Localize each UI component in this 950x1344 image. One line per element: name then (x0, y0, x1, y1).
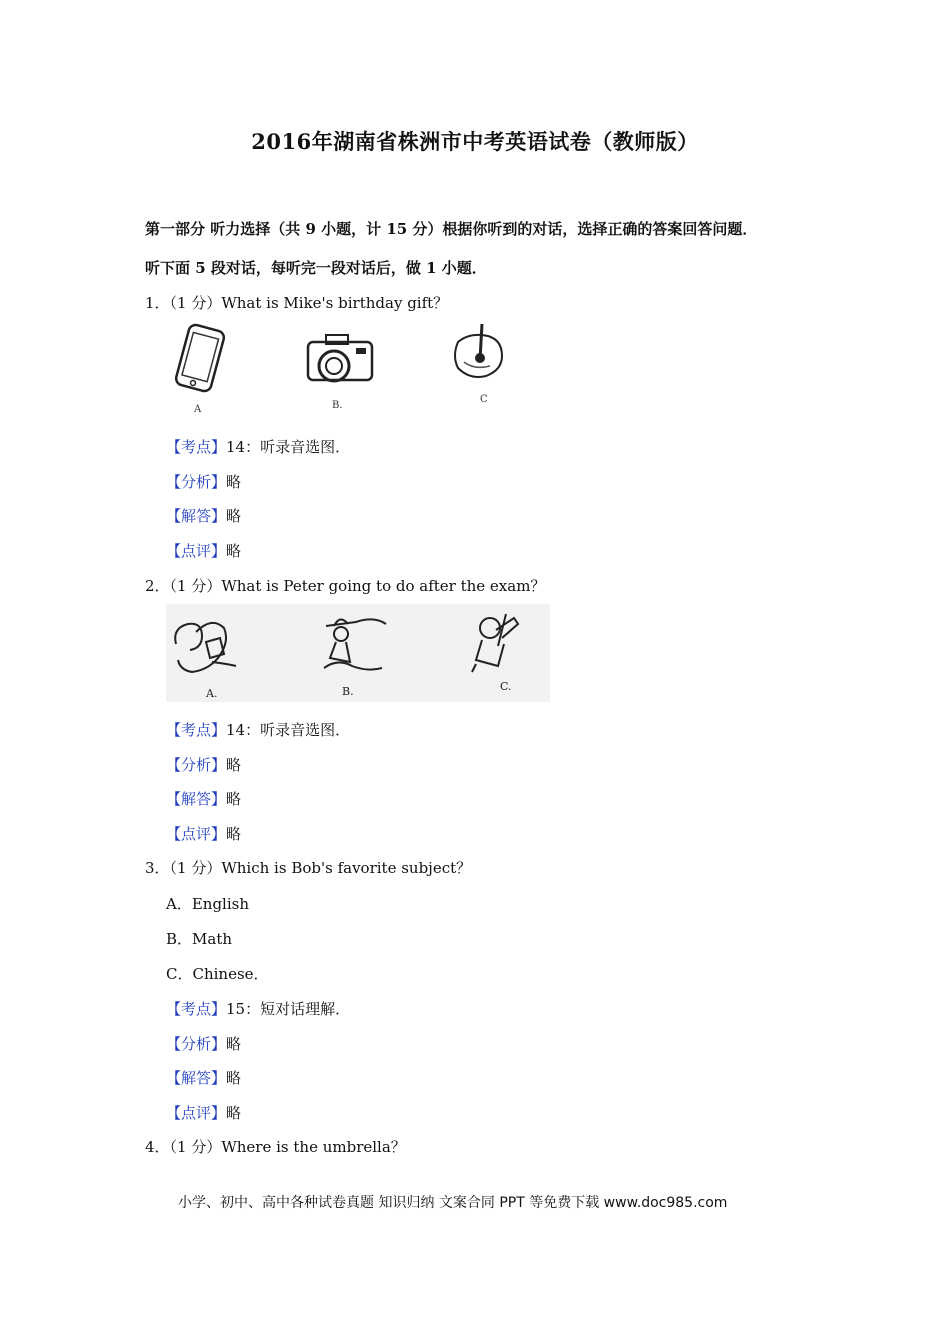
question-2-images (166, 604, 550, 702)
question-4-stem: 4．（1 分）Where is the umbrella？ (145, 1138, 406, 1156)
q3-kaodian: 【考点】15：短对话理解． (166, 1000, 351, 1018)
q2-label-b: B. (342, 685, 354, 698)
q2-fenxi: 【分析】略 (166, 756, 242, 774)
question-1-stem: 1．（1 分）What is Mike's birthday gift？ (145, 294, 449, 312)
q3-fenxi: 【分析】略 (166, 1035, 242, 1053)
q1-dianping: 【点评】略 (166, 542, 242, 560)
guitar-image (455, 324, 502, 377)
q2-dianping: 【点评】略 (166, 825, 242, 843)
question-2-stem: 2．（1 分）What is Peter going to do after the exam？ (145, 577, 546, 595)
q2-kaodian: 【考点】14：听录音选图． (166, 721, 351, 739)
q1-kaodian: 【考点】14：听录音选图． (166, 438, 351, 456)
q3-dianping: 【点评】略 (166, 1104, 242, 1122)
page-footer: 小学、初中、高中各种试卷真题 知识归纳 文案合同 PPT 等免费下载 www.doc985.com (178, 1195, 728, 1211)
q1-fenxi: 【分析】略 (166, 473, 242, 491)
question-1-images (166, 320, 556, 415)
reading-image (175, 623, 236, 672)
q2-label-c: C. (500, 680, 512, 693)
section-instructions-line1: 第一部分 听力选择（共 9 小题，计 15 分）根据你听到的对话，选择正确的答案回答问题． (145, 220, 758, 238)
page-title: 2016年湖南省株洲市中考英语试卷（教师版） (251, 129, 699, 154)
q3-jieda: 【解答】略 (166, 1069, 242, 1087)
q1-jieda: 【解答】略 (166, 507, 242, 525)
phone-image (175, 323, 226, 392)
fishing-image (324, 619, 386, 669)
q1-label-b: B. (332, 400, 343, 411)
q1-label-a: A (194, 404, 202, 415)
question-3-stem: 3．（1 分）Which is Bob's favorite subject？ (145, 859, 472, 877)
violin-image (472, 614, 518, 672)
q2-jieda: 【解答】略 (166, 790, 242, 808)
q2-label-a: A. (206, 687, 218, 700)
q3-option-b: B．Math (166, 930, 233, 948)
q3-option-a: A．English (166, 895, 249, 913)
q1-label-c: C (480, 394, 488, 405)
section-instructions-line2: 听下面 5 段对话，每听完一段对话后，做 1 小题． (145, 259, 487, 277)
q3-option-c: C．Chinese． (166, 965, 269, 983)
camera-image (308, 335, 372, 381)
